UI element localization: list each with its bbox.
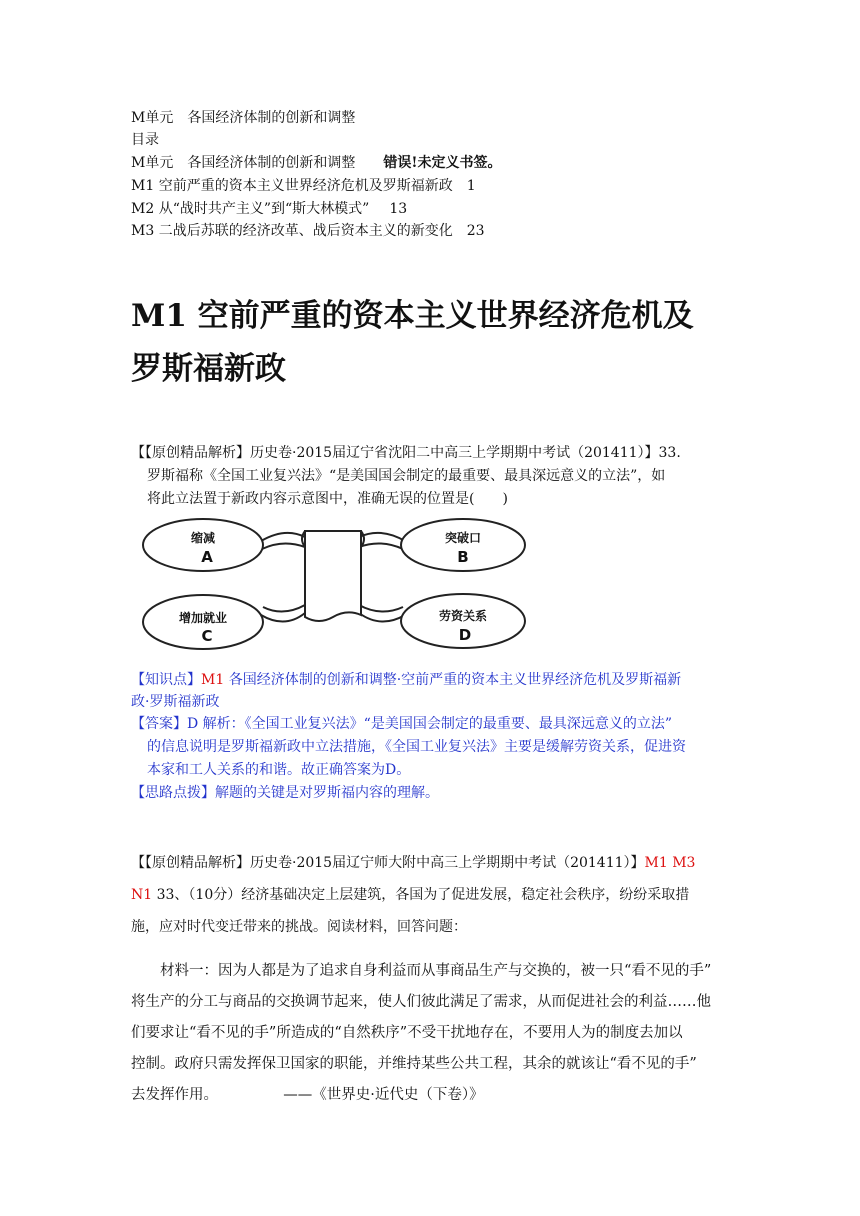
section-title-line1: M1 空前严重的资本主义世界经济危机及 — [131, 298, 694, 334]
knowledge-tag: 【知识点】 — [131, 672, 201, 688]
material-line1: 材料一：因为人都是为了追求自身利益而从事商品生产与交换的，被一只“看不见的手” — [131, 963, 712, 979]
material-line5: 去发挥作用。 ——《世界史·近代史（下卷）》 — [131, 1087, 484, 1103]
question2-code-n1: N1 — [131, 887, 153, 903]
new-deal-diagram — [133, 517, 533, 657]
material-line2: 将生产的分工与商品的交换调节起来，使人们彼此满足了需求，从而促进社会的利益……他 — [131, 994, 711, 1010]
arc-center-d — [359, 613, 405, 622]
toc-entry-text: M1 空前严重的资本主义世界经济危机及罗斯福新政 — [131, 178, 453, 194]
label-c: 增加就业 — [178, 611, 228, 625]
toc-entry-text: M2 从“战时共产主义”到“斯大林模式” — [131, 201, 370, 217]
toc-entry-text: M3 二战后苏联的经济改革、战后资本主义的新变化 — [131, 223, 453, 239]
label-a: 缩减 — [190, 531, 216, 545]
question1-source: 【【原创精品解析】历史卷·2015届辽宁省沈阳二中高三上学期期中考试（201411）】33. — [131, 445, 681, 461]
material-line3: 们要求让“看不见的手”所造成的“自然秩序”不受干扰地存在，不要用人为的制度去加以 — [131, 1025, 683, 1041]
toc-entry-text: M单元 各国经济体制的创新和调整 — [131, 155, 356, 171]
question2-text-line1 — [131, 885, 689, 905]
toc-entry-m2[interactable] — [131, 199, 407, 219]
answer-line3: 本家和工人关系的和谐。故正确答案为D。 — [147, 762, 411, 778]
letter-a: A — [201, 548, 213, 566]
knowledge-line2: 政·罗斯福新政 — [131, 694, 220, 710]
toc-label: 目录 — [131, 132, 159, 148]
toc-entry-page: 错误!未定义书签。 — [383, 155, 502, 171]
label-b: 突破口 — [444, 531, 482, 545]
center-scroll — [305, 531, 361, 621]
question2-source: 【【原创精品解析】历史卷·2015届辽宁师大附中高三上学期期中考试（201411）】 — [131, 855, 645, 871]
toc-entry-page: 1 — [466, 178, 476, 194]
answer-line2: 的信息说明是罗斯福新政中立法措施，《全国工业复兴法》主要是缓解劳资关系，促进资 — [147, 739, 686, 755]
label-d: 劳资关系 — [438, 609, 488, 623]
toc-entry-m3[interactable] — [131, 221, 485, 241]
hint-line: 【思路点拨】解题的关键是对罗斯福内容的理解。 — [131, 785, 439, 801]
knowledge-code: M1 — [201, 672, 225, 688]
question2-codes: M1 M3 — [644, 855, 696, 871]
section-title-line2: 罗斯福新政 — [131, 351, 286, 387]
unit-title: M单元 各国经济体制的创新和调整 — [131, 110, 356, 126]
question2-source-line — [131, 853, 695, 873]
question1-text-line2: 将此立法置于新政内容示意图中，准确无误的位置是( ) — [147, 491, 508, 507]
toc-entry-unit[interactable] — [131, 153, 502, 173]
knowledge-point — [131, 670, 681, 690]
toc-entry-page: 23 — [466, 223, 485, 239]
arc-a-center — [261, 533, 305, 541]
toc-entry-m1[interactable] — [131, 176, 476, 196]
letter-d: D — [458, 626, 472, 644]
question2-text-line2: 施，应对时代变迁带来的挑战。阅读材料，回答问题： — [131, 919, 467, 935]
question1-text-line1: 罗斯福称《全国工业复兴法》“是美国国会制定的最重要、最具深远意义的立法”，如 — [147, 468, 666, 484]
material-line4: 控制。政府只需发挥保卫国家的职能，并维持某些公共工程，其余的就该让“看不见的手” — [131, 1056, 697, 1072]
letter-b: B — [457, 548, 469, 566]
letter-c: C — [201, 627, 213, 645]
arc-center-b — [359, 533, 405, 541]
knowledge-text: 各国经济体制的创新和调整·空前严重的资本主义世界经济危机及罗斯福新 — [224, 672, 682, 688]
question2-text: 33、（10分）经济基础决定上层建筑，各国为了促进发展，稳定社会秩序，纷纷采取措 — [152, 887, 690, 903]
arc-c-center — [261, 613, 305, 622]
answer-line1: 【答案】D 解析：《全国工业复兴法》“是美国国会制定的最重要、最具深远意义的立法” — [131, 716, 672, 732]
toc-entry-page: 13 — [389, 201, 408, 217]
